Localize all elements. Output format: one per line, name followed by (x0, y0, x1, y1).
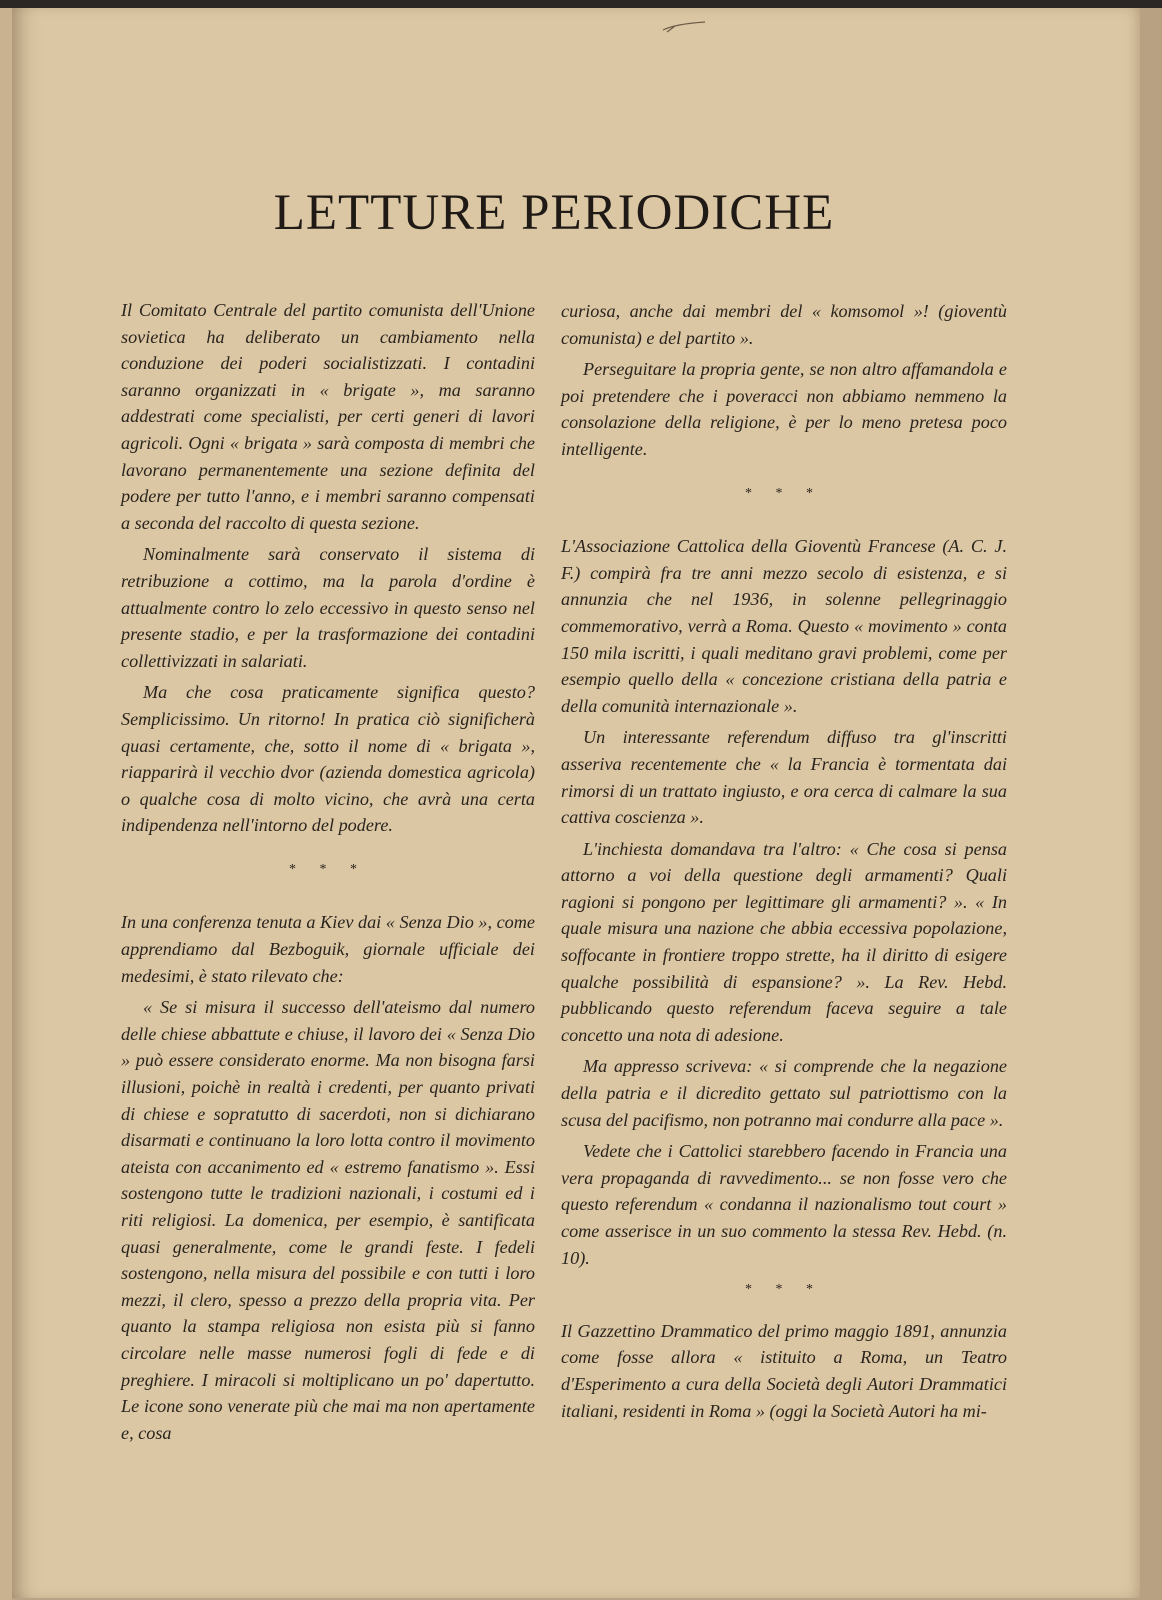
page-sheet (12, 8, 1140, 1598)
section-separator: * * * (745, 1282, 823, 1298)
left-column (121, 297, 535, 1451)
paragraph: Vedete che i Cattolici starebbero facendo in Francia una vera propaganda di ravvedimento... se non fosse vero che questo referendum « condanna il nazionalismo tout court » come asserisce in un suo commento la stessa Rev. Hebd. (n. 10). (561, 1141, 1007, 1268)
paragraph: L'Associazione Cattolica della Gioventù Francese (A. C. J. F.) compirà fra tre anni mezzo secolo di esistenza, e si annunzia che nel 1936, in solenne pellegrinaggio commemorativo, verrà a Roma. Questo « movimento » conta 150 mila iscritti, i quali meditano gravi problemi, come per esempio quello della « concezione cristiana della patria e della comunità internazionale ». (561, 536, 1007, 716)
page-title: LETTURE PERIODICHE (273, 185, 835, 241)
paragraph: Il Comitato Centrale del partito comunista dell'Unione sovietica ha deliberato un cambiamento nella conduzione dei poderi socialistizzati. I contadini saranno organizzati in « brigate », ma saranno addestrati come specialisti, per certi generi di lavori agricoli. Ogni « brigata » sarà composta di membri che lavorano permanentemente una sezione definita del podere per tutto l'anno, e i membri saranno compensati a seconda del raccolto di questa sezione. (121, 300, 535, 533)
paragraph: Ma appresso scriveva: « si comprende che la negazione della patria e il dicredito gettato sul patriottismo con la scusa del pacifismo, non potranno mai condurre alla pace ». (561, 1056, 1007, 1130)
left-page-edge (0, 8, 12, 1600)
paragraph: Perseguitare la propria gente, se non altro affamandola e poi pretendere che i poveracci non abbiamo nemmeno la consolazione della religione, è per lo meno pretesa poco intelligente. (561, 359, 1007, 459)
paragraph: curiosa, anche dai membri del « komsomol »! (gioventù comunista) e del partito ». (561, 301, 1007, 348)
paragraph: Ma che cosa praticamente significa questo? Semplicissimo. Un ritorno! In pratica ciò significherà quasi certamente, che, sotto il nome di « brigata », riapparirà il vecchio dvor (azienda domestica agricola) o qualche cosa di molto vicino, che avrà una certa indipendenza nell'intorno del podere. (121, 682, 535, 836)
right-page-edge (1140, 8, 1162, 1600)
right-column (561, 298, 1007, 1429)
paragraph: « Se si misura il successo dell'ateismo dal numero delle chiese abbattute e chiuse, il lavoro dei « Senza Dio » può essere considerato enorme. Ma non bisogna farsi illusioni, poichè in realtà i credenti, per quanto privati di chiese e sopratutto di sacerdoti, non si dichiarano disarmati e continuano la loro lotta contro il movimento ateista con accanimento ed « estremo fanatismo ». Essi sostengono tutte le tradizioni nazionali, i costumi ed i riti religiosi. La domenica, per esempio, è santificata quasi generalmente, come le grandi feste. I fedeli sostengono, nella misura del possibile e con tutti i loro mezzi, il clero, spesso a prezzo della propria vita. Per quanto la stampa religiosa non esista più si fanno circolare nelle masse numerosi fogli di fede e di preghiere. I miracoli si moltiplicano un po' dapertutto. Le icone sono venerate più che mai ma non apertamente e, cosa (121, 997, 535, 1443)
pencil-mark (661, 20, 707, 34)
paragraph: Un interessante referendum diffuso tra gl'inscritti asseriva recentemente che « la Francia è tormentata dai rimorsi di un trattato ingiusto, e ora cerca di calmare la sua cattiva coscienza ». (561, 727, 1007, 828)
section-separator: * * * (289, 861, 367, 877)
section-separator: * * * (745, 485, 823, 501)
paragraph: In una conferenza tenuta a Kiev dai « Senza Dio », come apprendiamo dal Bezboguik, giornale ufficiale dei medesimi, è stato rilevato che: (121, 912, 535, 986)
paragraph: L'inchiesta domandava tra l'altro: « Che cosa si pensa attorno a voi della questione degli armamenti? Quali ragioni si pongono per legittimare gli armamenti? ». « In quale misura una nazione che abbia eccessiva popolazione, soffocante in frontiere troppo strette, ha il diritto di esigere qualche possibilità di espansione? ». La Rev. Hebd. pubblicando questo referendum faceva seguire a tale concetto una nota di adesione. (561, 838, 1007, 1045)
paragraph: Il Gazzettino Drammatico del primo maggio 1891, annunzia come fosse allora « istituito a Roma, un Teatro d'Esperimento a cura della Società degli Autori Drammatici italiani, residenti in Roma » (oggi la Società Autori ha mi- (561, 1320, 1007, 1421)
paragraph: Nominalmente sarà conservato il sistema di retribuzione a cottimo, ma la parola d'ordine è attualmente contro lo zelo eccessivo in questo senso nel presente stadio, e per la trasformazione dei contadini collettivizzati in salariati. (121, 544, 535, 671)
